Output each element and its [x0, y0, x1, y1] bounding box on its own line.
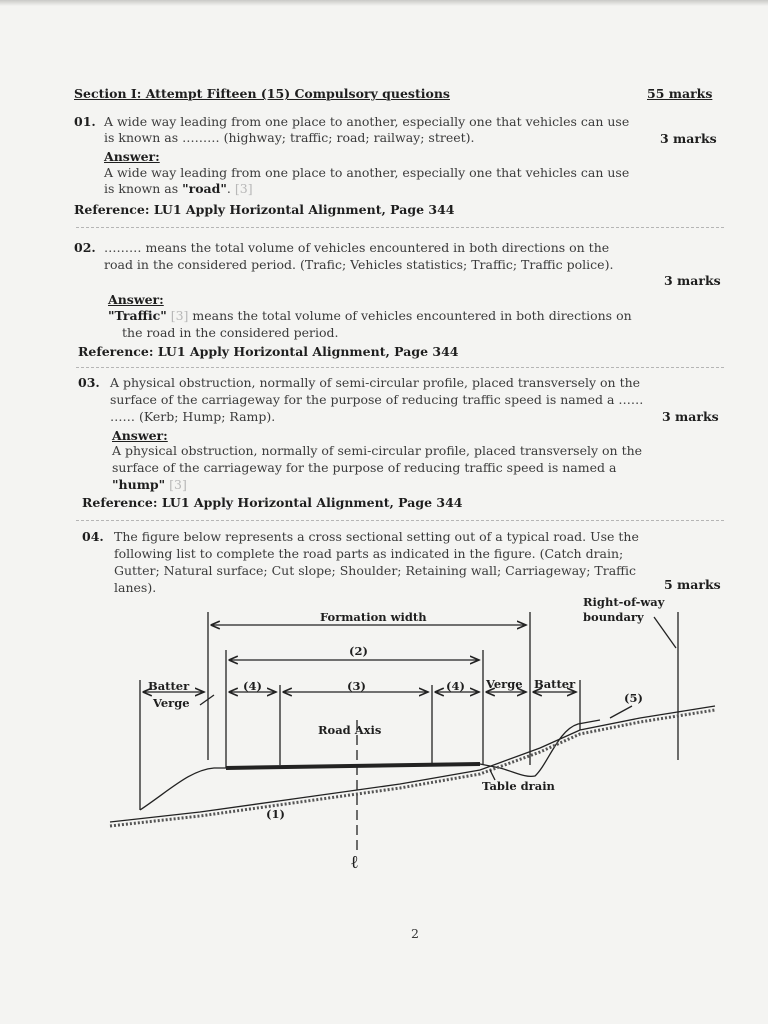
label-5-pointer: [610, 706, 632, 718]
q2-marks: 3 marks: [664, 273, 721, 288]
label-3: (3): [347, 679, 366, 693]
q4-line1: The figure below represents a cross sectional setting out of a typical road. Use the: [114, 529, 639, 544]
q4-line3: Gutter; Natural surface; Cut slope; Shoulder; Retaining wall; Carriageway; Traffic: [114, 563, 637, 578]
q4-marks: 5 marks: [664, 577, 721, 592]
q3-line1: A physical obstruction, normally of semi-circular profile, placed transversely on the: [110, 375, 641, 390]
q3-line2: surface of the carriageway for the purpose of reducing traffic speed is named a ……: [110, 392, 644, 407]
q2-reference: Reference: LU1 Apply Horizontal Alignment, Page 344: [78, 344, 459, 359]
q2-answer-rest: means the total volume of vehicles encountered in both directions on: [188, 308, 632, 323]
label-5: (5): [624, 691, 643, 705]
q2-line2: road in the considered period. (Trafic; Vehicles statistics; Traffic; Traffic police).: [104, 257, 614, 272]
q2-line1: ……… means the total volume of vehicles encountered in both directions on the: [104, 240, 610, 255]
q2-answer-label: Answer:: [108, 292, 164, 307]
q2-answer-line2: the road in the considered period.: [122, 325, 339, 340]
section-marks: 55 marks: [647, 86, 713, 101]
table-drain-label: Table drain: [482, 779, 555, 793]
verge-left-label: Verge: [153, 696, 190, 710]
q3-answer-line1: A physical obstruction, normally of semi-circular profile, placed transversely on the: [112, 443, 643, 458]
natural-ground-hatching: [110, 710, 715, 826]
centerline-symbol: ℓ: [351, 852, 358, 873]
q3-answer-keyword: "hump": [112, 477, 166, 492]
q1-line1: A wide way leading from one place to another, especially one that vehicles can use: [104, 114, 630, 129]
label-1: (1): [266, 807, 285, 821]
verge-pointer: [200, 695, 214, 705]
q1-marks: 3 marks: [660, 131, 717, 146]
q4-line2: following list to complete the road parts as indicated in the figure. (Catch drain;: [114, 546, 624, 561]
q1-answer-pre: is known as: [104, 181, 183, 196]
right-of-way-label-2: boundary: [583, 610, 644, 624]
label-4-left: (4): [243, 679, 262, 693]
section-title: Section I: Attempt Fifteen (15) Compulsory questions: [74, 86, 450, 101]
q1-number-text: 01.: [74, 114, 96, 129]
q1-reference: Reference: LU1 Apply Horizontal Alignment, Page 344: [74, 202, 455, 217]
label-4-right: (4): [446, 679, 465, 693]
verge-right-label: Verge: [486, 677, 523, 691]
q1-answer-line1: A wide way leading from one place to another, especially one that vehicles can use: [104, 165, 630, 180]
batter-left-label: Batter: [148, 679, 190, 693]
batter-right-label: Batter: [534, 677, 576, 691]
label-2: (2): [349, 644, 368, 658]
q4-line4: lanes).: [114, 580, 157, 595]
q3-answer-mark: [3]: [169, 477, 187, 492]
q3-answer-line2: surface of the carriageway for the purpose of reducing traffic speed is named a: [112, 460, 617, 475]
formation-width-label: Formation width: [320, 610, 427, 624]
road-axis-label: Road Axis: [318, 723, 382, 737]
q1-line2: is known as ……… (highway; traffic; road; railway; street).: [104, 130, 475, 145]
q1-answer-post: .: [226, 181, 235, 196]
q3-answer-label: Answer:: [112, 428, 168, 443]
right-of-way-label-1: Right-of-way: [583, 595, 665, 609]
q3-reference: Reference: LU1 Apply Horizontal Alignment, Page 344: [82, 495, 463, 510]
q2-answer-mark: [3]: [170, 308, 189, 323]
carriageway-surface: [226, 764, 480, 768]
q3-number-text: 03.: [78, 375, 100, 390]
q3-line3: …… (Kerb; Hump; Ramp).: [110, 409, 276, 424]
q1-answer-label: Answer:: [104, 149, 160, 164]
q1-answer-mark: [3]: [234, 181, 253, 196]
q3-marks: 3 marks: [662, 409, 719, 424]
q2-answer-keyword: "Traffic": [108, 308, 167, 323]
q4-number-text: 04.: [82, 529, 104, 544]
page-number: 2: [411, 926, 419, 941]
q2-number-text: 02.: [74, 240, 96, 255]
right-of-way-pointer: [654, 617, 676, 648]
q1-answer-keyword: "road": [182, 181, 227, 196]
